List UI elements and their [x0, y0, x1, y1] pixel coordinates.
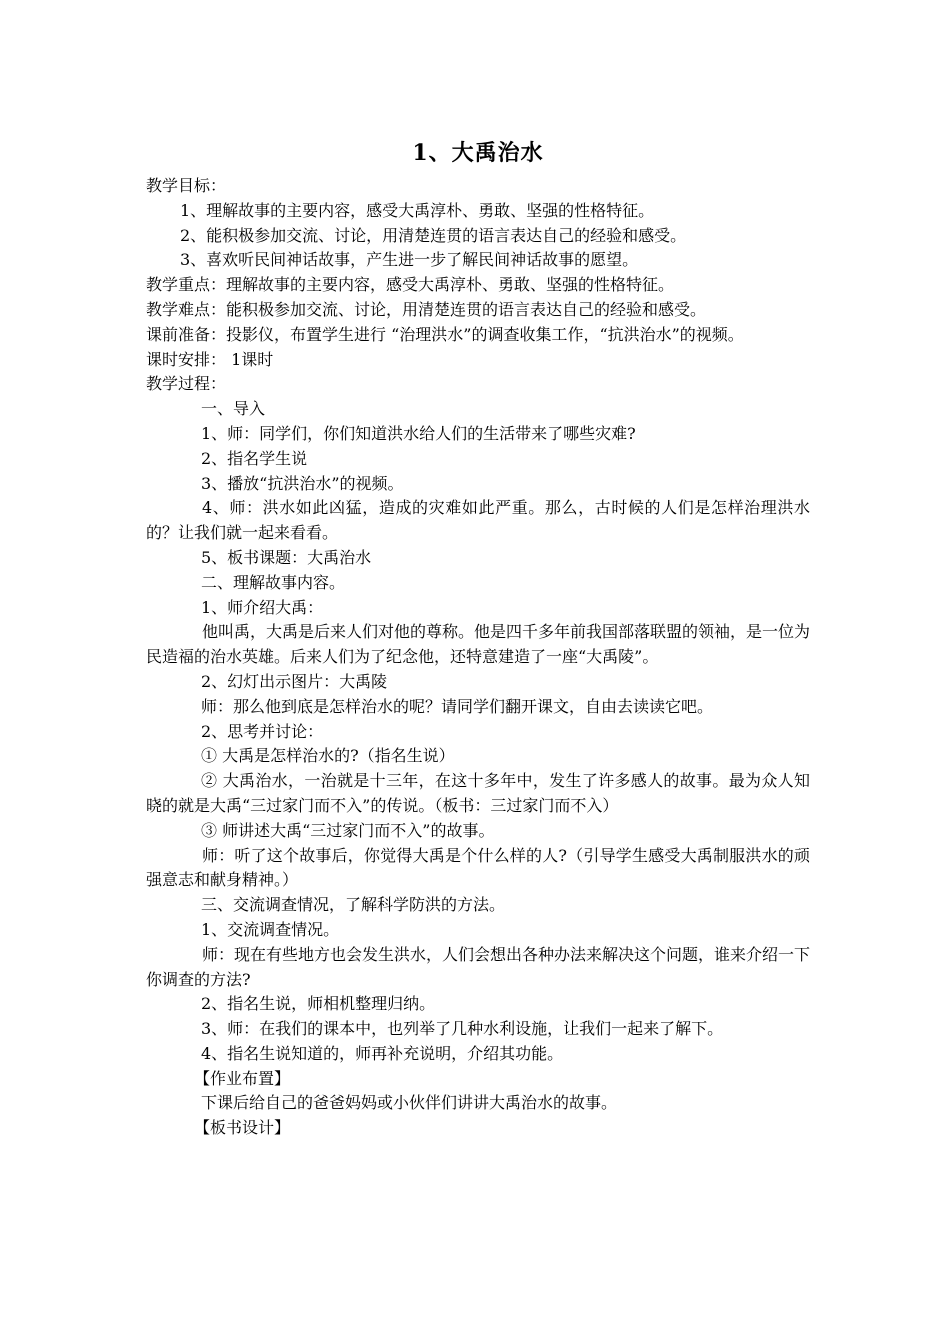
homework-text: 下课后给自己的爸爸妈妈或小伙伴们讲讲大禹治水的故事。	[201, 1093, 618, 1113]
process-step: 2、幻灯出示图片：大禹陵	[201, 671, 388, 691]
objective-item: 3、喜欢听民间神话故事，产生进一步了解民间神话故事的愿望。	[180, 250, 639, 270]
process-paragraph: 师：听了这个故事后，你觉得大禹是个什么样的人?（引导学生感受大禹制服洪水的顽强意志和献身精神。）	[146, 845, 810, 890]
process-heading: 一、导入	[201, 399, 266, 419]
section-label-process: 教学过程：	[146, 374, 227, 394]
discussion-item: ② 大禹治水，一治就是十三年，在这十多年中，发生了许多感人的故事。最为众人知晓的就是大禹“三过家门而不入”的传说。（板书：三过家门而不入）	[146, 771, 810, 815]
homework-heading: 【作业布置】	[194, 1068, 291, 1088]
board-design-heading: 【板书设计】	[194, 1118, 291, 1138]
process-heading: 三、交流调查情况，了解科学防洪的方法。	[201, 895, 506, 915]
difficult-point: 教学难点：能积极参加交流、讨论，用清楚连贯的语言表达自己的经验和感受。	[146, 299, 707, 319]
process-step: 4、指名生说知道的，师再补充说明，介绍其功能。	[201, 1043, 564, 1063]
process-step: 1、师：同学们，你们知道洪水给人们的生活带来了哪些灾难?	[201, 423, 636, 443]
process-step: 3、播放“抗洪治水”的视频。	[201, 473, 404, 493]
objective-item: 2、能积极参加交流、讨论，用清楚连贯的语言表达自己的经验和感受。	[180, 225, 687, 245]
process-step: 4、师：洪水如此凶猛，造成的灾难如此严重。那么，古时候的人们是怎样治理洪水的？让我们就一起来看看。	[146, 498, 810, 543]
process-step: 1、师介绍大禹：	[201, 597, 324, 617]
process-paragraph: 师：现在有些地方也会发生洪水，人们会想出各种办法来解决这个问题，谁来介绍一下你调查的方法?	[146, 944, 811, 989]
objective-item: 1、理解故事的主要内容，感受大禹淳朴、勇敢、坚强的性格特征。	[180, 200, 655, 220]
discussion-item: ③ 师讲述大禹“三过家门而不入”的故事。	[201, 820, 495, 840]
document-body	[146, 174, 810, 1141]
section-label-objectives: 教学目标：	[146, 176, 227, 195]
process-step: 2、思考并讨论：	[201, 721, 324, 741]
process-step: 3、师：在我们的课本中，也列举了几种水利设施，让我们一起来了解下。	[201, 1019, 724, 1039]
schedule: 课时安排： 1课时	[146, 349, 274, 369]
preparation: 课前准备：投影仪，布置学生进行 “治理洪水”的调查收集工作，“抗洪治水”的视频。	[146, 324, 744, 344]
process-step: 2、指名生说，师相机整理归纳。	[201, 994, 436, 1014]
process-paragraph: 他叫禹，大禹是后来人们对他的尊称。他是四千多年前我国部落联盟的领袖，是一位为民造福的治水英雄。后来人们为了纪念他，还特意建造了一座“大禹陵”。	[146, 622, 811, 667]
process-step: 1、交流调查情况。	[201, 919, 340, 939]
key-point: 教学重点：理解故事的主要内容，感受大禹淳朴、勇敢、坚强的性格特征。	[146, 275, 675, 295]
document-page	[146, 136, 810, 1141]
process-step: 2、指名学生说	[201, 448, 308, 468]
process-heading: 二、理解故事内容。	[201, 572, 346, 592]
document-title: 1、大禹治水	[412, 140, 544, 166]
process-step: 师：那么他到底是怎样治水的呢？请同学们翻开课文，自由去读读它吧。	[201, 696, 714, 716]
discussion-item: ① 大禹是怎样治水的?（指名生说）	[201, 746, 455, 766]
process-step: 5、板书课题：大禹治水	[201, 547, 372, 567]
